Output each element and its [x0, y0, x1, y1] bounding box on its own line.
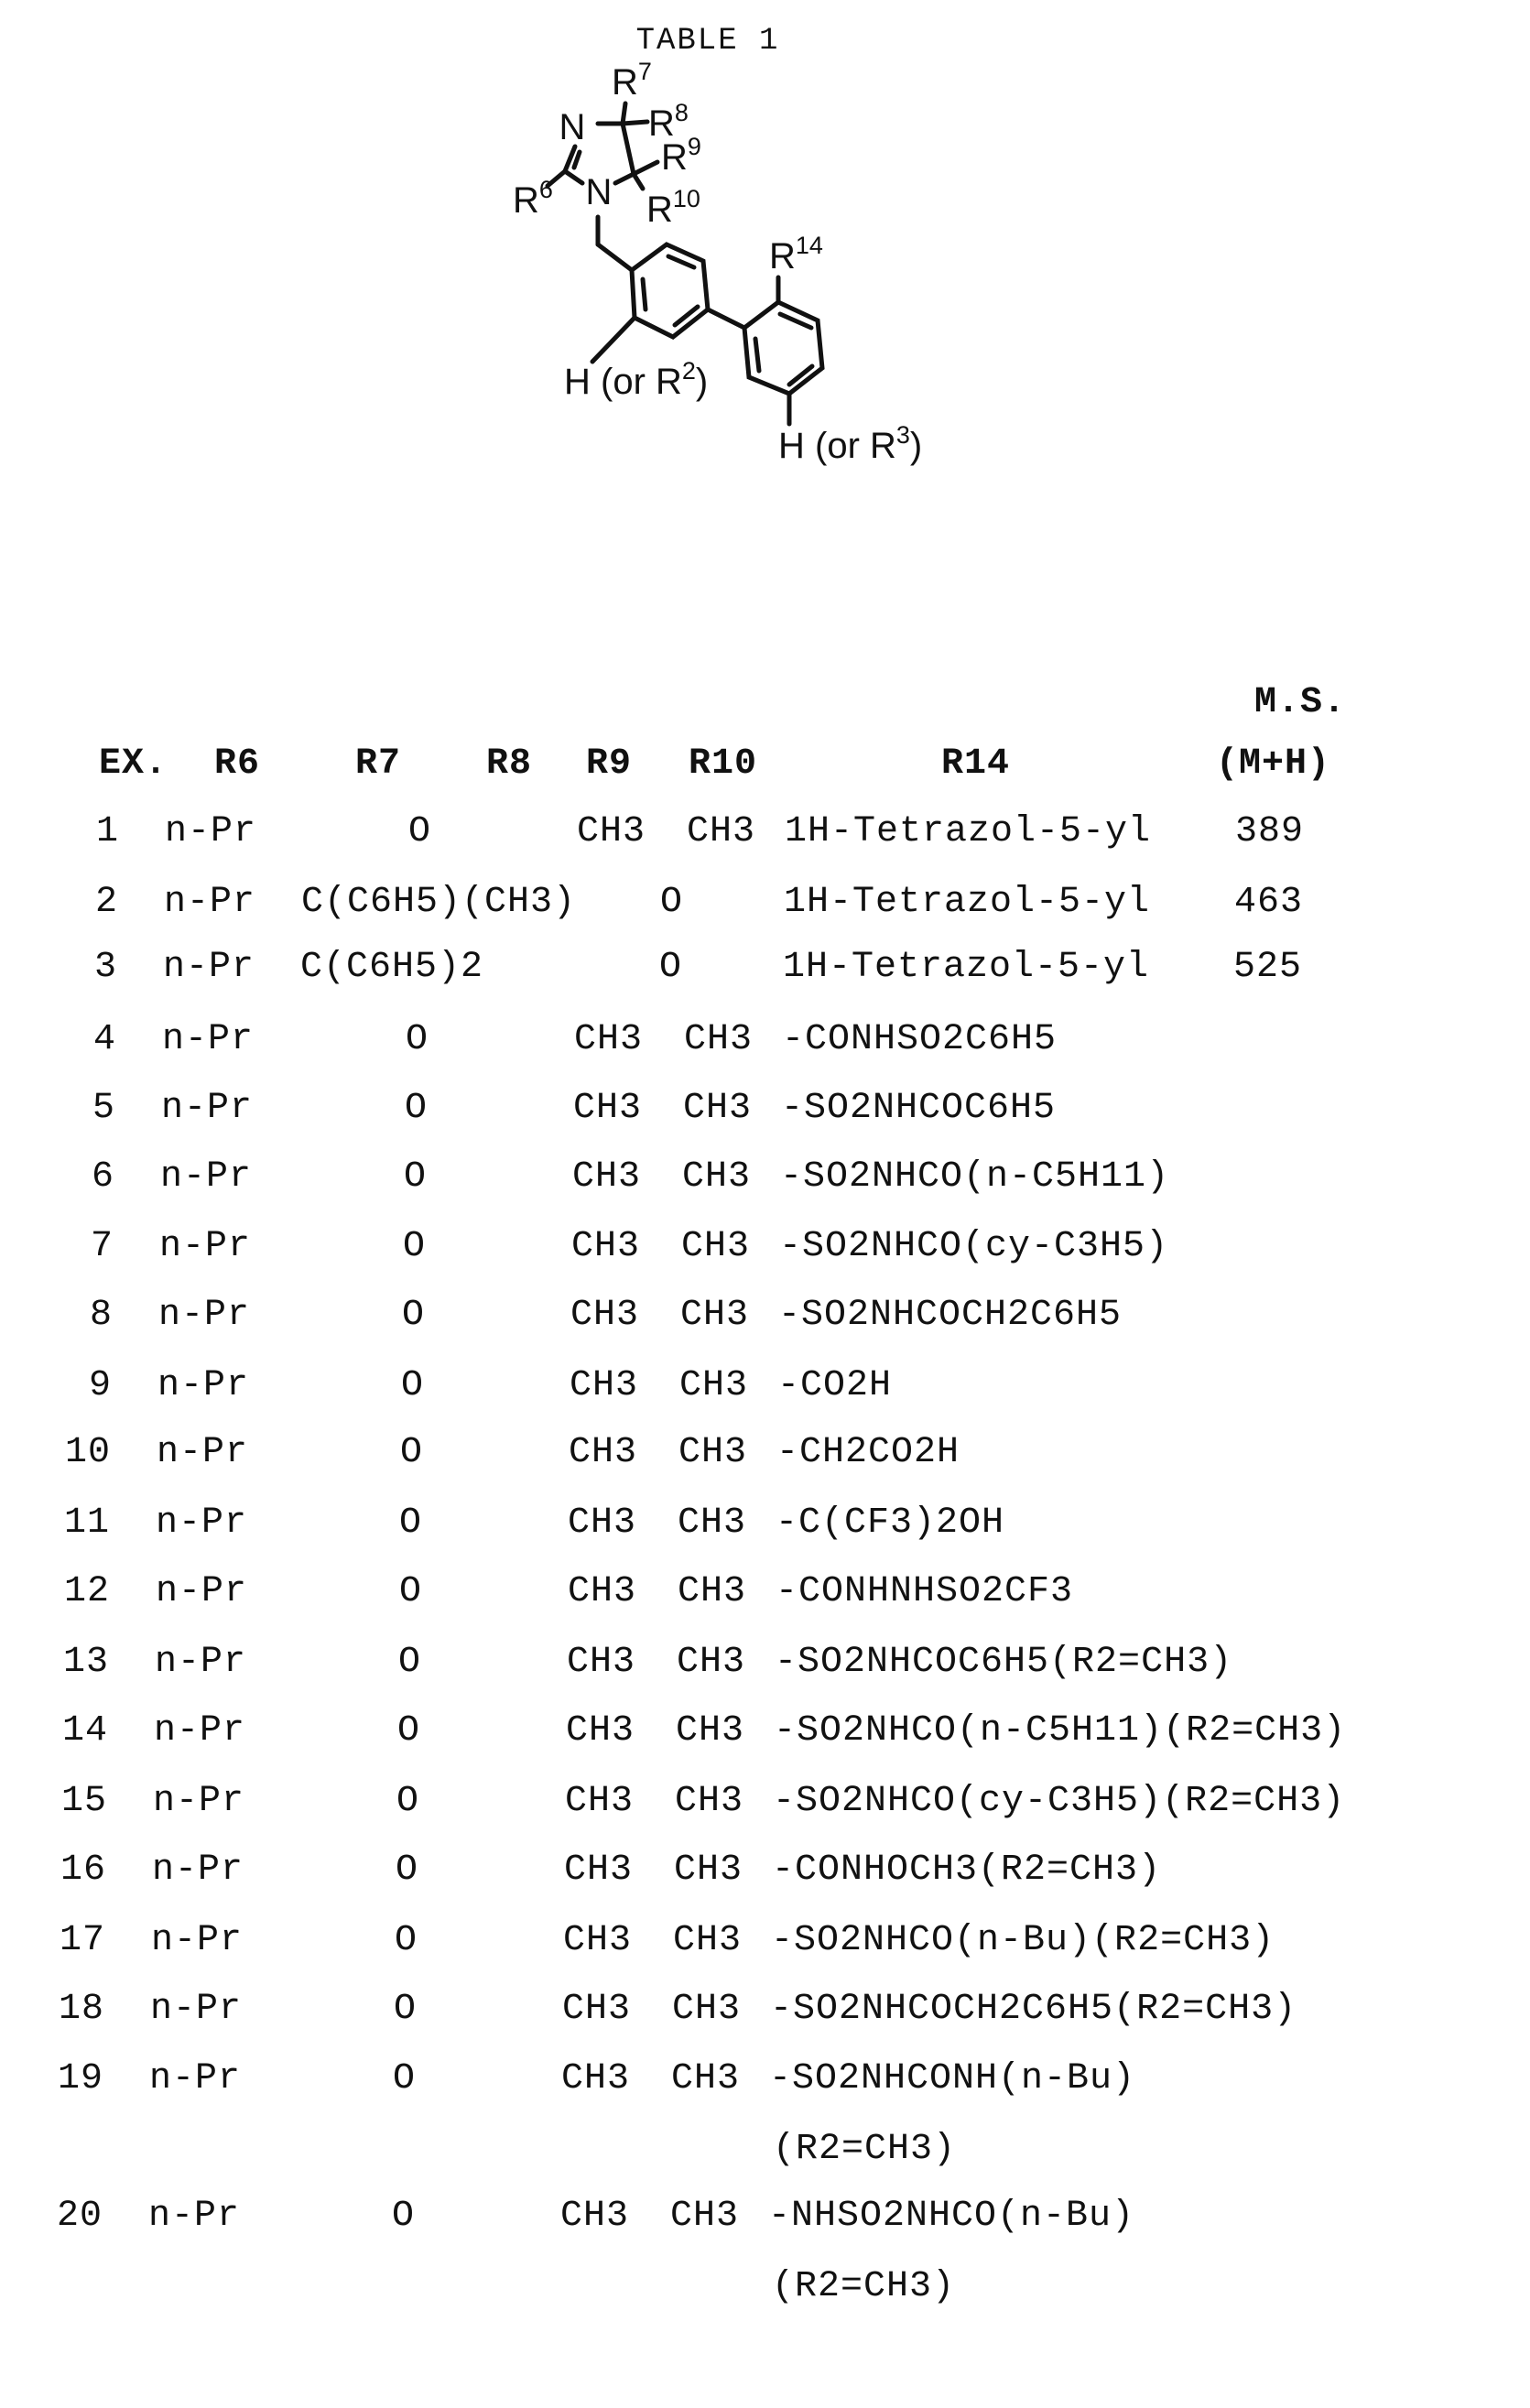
- cell-r9: CH3: [565, 1779, 634, 1825]
- r9-text: R: [661, 137, 688, 178]
- cell-r10: CH3: [687, 809, 755, 855]
- cell-r7-r8: O: [396, 1848, 418, 1893]
- cell-r14: -SO2NHCO(cy-C3H5): [779, 1224, 1168, 1270]
- cell-r14: -SO2NHCOC6H5(R2=CH3): [775, 1640, 1232, 1686]
- table-title: TABLE 1: [0, 24, 1416, 59]
- cell-r9: CH3: [561, 2056, 630, 2102]
- cell-r9: CH3: [577, 809, 646, 855]
- cell-r9: CH3: [564, 1848, 633, 1893]
- header-r8: R8: [486, 742, 532, 787]
- label-r14: [769, 232, 823, 277]
- cell-r9: CH3: [568, 1501, 636, 1546]
- cell-r14-continued: (R2=CH3): [773, 2127, 956, 2173]
- cell-r10: CH3: [681, 1224, 750, 1270]
- r2-sup: 2: [682, 357, 696, 385]
- r14-sup: 14: [796, 232, 823, 259]
- r7-sup: 7: [638, 58, 652, 85]
- cell-r6: n-Pr: [156, 1569, 247, 1615]
- r6-sup: 6: [539, 176, 553, 203]
- r2-end: ): [696, 362, 708, 402]
- cell-r14: -SO2NHCONH(n-Bu): [769, 2056, 1135, 2102]
- cell-r9: CH3: [563, 1918, 632, 1964]
- cell-ex: 6: [41, 1155, 114, 1200]
- cell-ex: 18: [31, 1987, 104, 2033]
- cell-ex: 17: [32, 1918, 105, 1964]
- r8-sup: 8: [675, 99, 689, 126]
- cell-r6: n-Pr: [149, 2056, 241, 2102]
- cell-r14: -SO2NHCO(cy-C3H5)(R2=CH3): [773, 1779, 1345, 1825]
- cell-r9: CH3: [573, 1086, 642, 1132]
- cell-r10: CH3: [672, 1987, 741, 2033]
- cell-r6: n-Pr: [159, 1224, 251, 1270]
- cell-r6: n-Pr: [160, 1155, 252, 1200]
- cell-r9: CH3: [570, 1363, 638, 1409]
- header-ms: (M+H): [1216, 742, 1330, 787]
- r14-text: R: [769, 236, 796, 277]
- cell-r14: -SO2NHCO(n-C5H11): [780, 1155, 1169, 1200]
- cell-r14-continued: (R2=CH3): [772, 2264, 955, 2310]
- atom-n1: N: [586, 172, 613, 212]
- cell-r9-r10: O: [660, 880, 683, 926]
- cell-r7-r8: O: [401, 1363, 424, 1409]
- cell-r6: n-Pr: [158, 1293, 250, 1339]
- cell-r14: -CONHSO2C6H5: [782, 1017, 1057, 1063]
- cell-r7-r8: O: [392, 2194, 415, 2240]
- cell-r7-r8: O: [396, 1779, 419, 1825]
- cell-ex: 15: [34, 1779, 107, 1825]
- cell-r14: -SO2NHCOCH2C6H5(R2=CH3): [770, 1987, 1297, 2033]
- cell-r6: n-Pr: [153, 1779, 244, 1825]
- cell-ex: 13: [36, 1640, 109, 1686]
- cell-ex: 16: [33, 1848, 106, 1893]
- cell-ex: 12: [37, 1569, 110, 1615]
- cell-r14: -CONHOCH3(R2=CH3): [772, 1848, 1161, 1893]
- cell-r10: CH3: [673, 1918, 742, 1964]
- cell-ex: 19: [30, 2056, 103, 2102]
- cell-ex: 7: [40, 1224, 114, 1270]
- cell-ex: 11: [37, 1501, 110, 1546]
- label-r7: [612, 58, 652, 103]
- header-r14: R14: [941, 742, 1010, 787]
- cell-r6: n-Pr: [157, 1430, 248, 1476]
- cell-ex: 10: [38, 1430, 111, 1476]
- cell-ex: 5: [42, 1086, 115, 1132]
- cell-r7-r8: O: [406, 1017, 429, 1063]
- label-h-or-r3: [778, 421, 922, 466]
- cell-r10: CH3: [675, 1779, 743, 1825]
- cell-r6: n-Pr: [150, 1987, 242, 2033]
- header-r7: R7: [355, 742, 401, 787]
- cell-r7-r8: C(C6H5)2: [300, 945, 483, 991]
- label-h-or-r2: [564, 357, 708, 402]
- cell-r6: n-Pr: [152, 1848, 244, 1893]
- cell-r7-r8: O: [395, 1918, 418, 1964]
- cell-ex: 4: [43, 1017, 116, 1063]
- cell-r10: CH3: [683, 1086, 752, 1132]
- r7-text: R: [612, 62, 638, 103]
- cell-r14: -C(CF3)2OH: [776, 1501, 1004, 1546]
- r6-text: R: [513, 180, 539, 221]
- cell-r7-r8: O: [404, 1155, 427, 1200]
- cell-r10: CH3: [677, 1640, 745, 1686]
- cell-r7-r8: O: [398, 1640, 421, 1686]
- cell-r6: n-Pr: [164, 880, 255, 926]
- cell-r10: CH3: [678, 1430, 747, 1476]
- cell-ex: 1: [46, 809, 119, 855]
- header-r6: R6: [214, 742, 260, 787]
- cell-ex: 3: [44, 945, 117, 991]
- cell-r10: CH3: [679, 1363, 748, 1409]
- cell-r10: CH3: [680, 1293, 749, 1339]
- cell-r9: CH3: [574, 1017, 643, 1063]
- cell-r9: CH3: [562, 1987, 631, 2033]
- cell-r6: n-Pr: [151, 1918, 243, 1964]
- cell-r14: -CH2CO2H: [776, 1430, 960, 1476]
- cell-r9: CH3: [570, 1293, 639, 1339]
- cell-r9: CH3: [571, 1224, 640, 1270]
- cell-r14: -CONHNHSO2CF3: [776, 1569, 1073, 1615]
- cell-r14: 1H-Tetrazol-5-yl: [783, 945, 1149, 991]
- cell-r10: CH3: [678, 1569, 746, 1615]
- cell-r14: -SO2NHCOC6H5: [781, 1086, 1056, 1132]
- r2-text: H (or R: [564, 362, 682, 402]
- header-ex: EX.: [99, 742, 168, 787]
- cell-r6: n-Pr: [162, 1017, 254, 1063]
- ms-label: M.S.: [1254, 680, 1346, 726]
- header-r9: R9: [586, 742, 632, 787]
- cell-r6: n-Pr: [165, 809, 256, 855]
- label-r10: [646, 185, 700, 230]
- cell-ex: 20: [29, 2194, 103, 2240]
- cell-r10: CH3: [674, 1848, 743, 1893]
- cell-r14: -SO2NHCO(n-C5H11)(R2=CH3): [774, 1708, 1346, 1754]
- cell-r7-r8: O: [399, 1501, 422, 1546]
- cell-ms: 525: [1233, 945, 1302, 991]
- r9-sup: 9: [688, 133, 701, 160]
- cell-r7-r8: O: [393, 2056, 416, 2102]
- cell-r6: n-Pr: [148, 2194, 240, 2240]
- cell-r7-r8: O: [408, 809, 431, 855]
- r10-text: R: [646, 190, 673, 230]
- cell-r9: CH3: [567, 1640, 635, 1686]
- cell-r14: 1H-Tetrazol-5-yl: [784, 880, 1150, 926]
- cell-r9: CH3: [560, 2194, 629, 2240]
- cell-r6: n-Pr: [155, 1640, 246, 1686]
- cell-r9: CH3: [572, 1155, 641, 1200]
- cell-r10: CH3: [684, 1017, 753, 1063]
- cell-ex: 14: [35, 1708, 108, 1754]
- r3-text: H (or R: [778, 426, 896, 466]
- cell-r10: CH3: [670, 2194, 739, 2240]
- cell-ex: 8: [39, 1293, 113, 1339]
- cell-r14: -SO2NHCO(n-Bu)(R2=CH3): [771, 1918, 1275, 1964]
- cell-r9-r10: O: [659, 945, 682, 991]
- cell-r9: CH3: [569, 1430, 637, 1476]
- cell-r7-r8: O: [405, 1086, 428, 1132]
- cell-r10: CH3: [676, 1708, 744, 1754]
- cell-ex: 2: [45, 880, 118, 926]
- chemical-structure: [0, 0, 1007, 476]
- cell-r14: 1H-Tetrazol-5-yl: [785, 809, 1151, 855]
- cell-r7-r8: O: [403, 1224, 426, 1270]
- cell-r10: CH3: [682, 1155, 751, 1200]
- cell-r14: -CO2H: [777, 1363, 892, 1409]
- cell-r6: n-Pr: [156, 1501, 247, 1546]
- header-r10: R10: [689, 742, 757, 787]
- cell-r7-r8: O: [402, 1293, 425, 1339]
- cell-r7-r8: O: [399, 1569, 422, 1615]
- cell-r14: -NHSO2NHCO(n-Bu): [768, 2194, 1134, 2240]
- r3-sup: 3: [896, 421, 910, 449]
- cell-r14: -SO2NHCOCH2C6H5: [778, 1293, 1122, 1339]
- cell-r9: CH3: [568, 1569, 636, 1615]
- cell-ex: 9: [38, 1363, 112, 1409]
- cell-r7-r8: O: [394, 1987, 417, 2033]
- atom-n3: N: [559, 107, 586, 147]
- cell-r6: n-Pr: [154, 1708, 245, 1754]
- cell-r6: n-Pr: [163, 945, 255, 991]
- cell-r6: n-Pr: [161, 1086, 253, 1132]
- cell-r10: CH3: [678, 1501, 746, 1546]
- cell-r7-r8: O: [397, 1708, 420, 1754]
- r8-text: R: [648, 103, 675, 144]
- cell-ms: 463: [1234, 880, 1303, 926]
- cell-r7-r8: O: [400, 1430, 423, 1476]
- cell-r9: CH3: [566, 1708, 635, 1754]
- label-r6: [513, 176, 553, 221]
- cell-r6: n-Pr: [157, 1363, 249, 1409]
- cell-ms: 389: [1235, 809, 1304, 855]
- label-r9: [661, 133, 701, 178]
- cell-r7-r8: C(C6H5)(CH3): [301, 880, 576, 926]
- cell-r10: CH3: [671, 2056, 740, 2102]
- r10-sup: 10: [673, 185, 700, 212]
- r3-end: ): [910, 426, 922, 466]
